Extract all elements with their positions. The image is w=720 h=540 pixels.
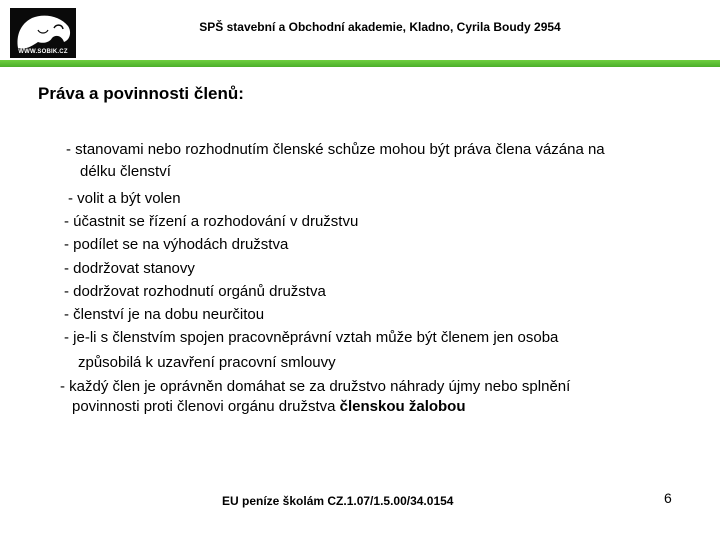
page-number: 6: [664, 490, 672, 506]
intro-line-1: - stanovami nebo rozhodnutím členské schůze mohou být práva člena vázána na: [66, 141, 605, 158]
slide-header-title: SPŠ stavební a Obchodní akademie, Kladno, Cyrila Boudy 2954: [199, 20, 561, 34]
last-item-plain-text: povinnosti proti členovi orgánu družstva: [72, 398, 340, 415]
list-item: - podílet se na výhodách družstva: [64, 236, 289, 253]
list-item: - členství je na dobu neurčitou: [64, 306, 265, 323]
list-item: - účastnit se řízení a rozhodování v družstvu: [64, 213, 359, 230]
list-item: - volit a být volen: [68, 190, 181, 207]
last-item-line-1: - každý člen je oprávněn domáhat se za družstvo náhrady újmy nebo splnění: [60, 378, 571, 395]
last-item-bold-text: členskou žalobou: [339, 398, 466, 415]
list-item: - je-li s členstvím spojen pracovněprávní vztah může být členem jen osoba: [64, 329, 559, 346]
slide-heading: Práva a povinnosti členů:: [38, 84, 244, 103]
accent-bar: [0, 60, 720, 67]
last-item-line-2: [72, 398, 466, 416]
list-item: - dodržovat rozhodnutí orgánů družstva: [64, 283, 326, 300]
school-logo: [10, 8, 76, 58]
list-item: - dodržovat stanovy: [64, 260, 195, 277]
footer-project-text: EU peníze školám CZ.1.07/1.5.00/34.0154: [222, 494, 454, 508]
intro-line-2: délku členství: [80, 163, 171, 180]
logo-text: WWW.SOBIK.CZ: [18, 49, 68, 55]
list-item-continuation: způsobilá k uzavření pracovní smlouvy: [78, 354, 336, 371]
